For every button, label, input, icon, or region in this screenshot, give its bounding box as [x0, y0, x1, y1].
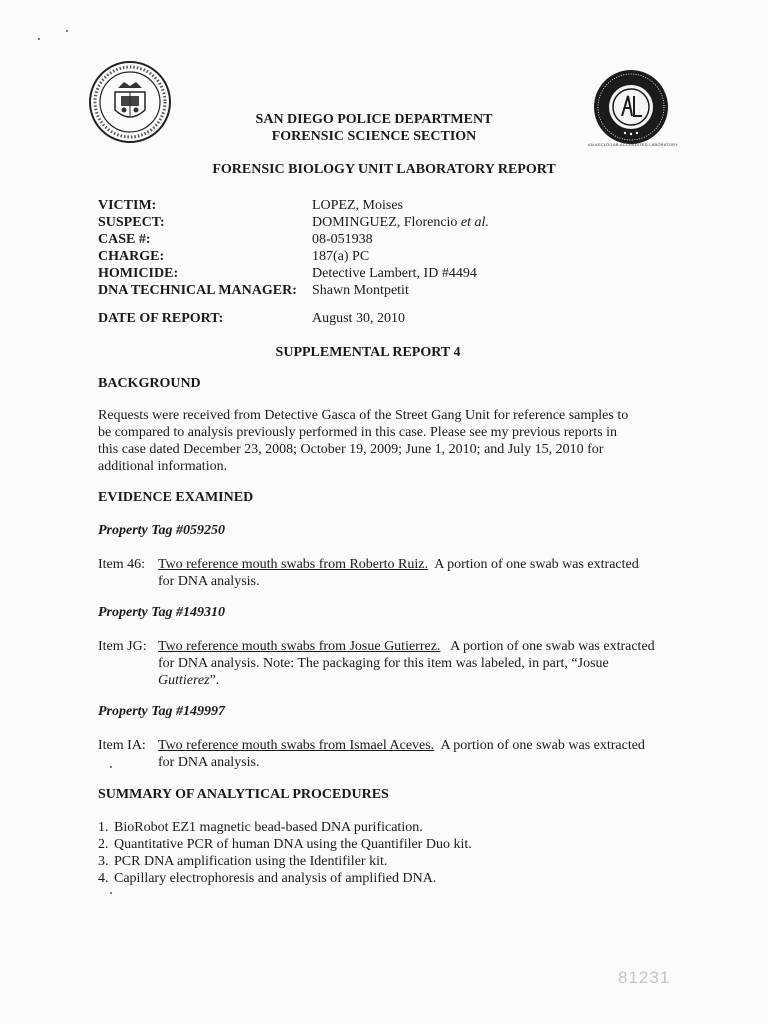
scan-speck — [110, 892, 112, 894]
evidence-heading: EVIDENCE EXAMINED — [98, 490, 254, 505]
background-text: Requests were received from Detective Gasca of the Street Gang Unit for reference samples to be compared to analysis previously performed in this case. Please see my previous reports in this case dated December 23, 2008; October 19, 2009; June 1, 2010; and July 15, 2010 for additional information. — [98, 408, 629, 474]
field-value: 187(a) PC — [312, 249, 370, 264]
item-label: Item 46: — [98, 557, 146, 572]
department-title: SAN DIEGO POLICE DEPARTMENT — [255, 112, 493, 127]
property-tag: Property Tag #059250 — [98, 523, 226, 538]
date-value: August 30, 2010 — [312, 311, 405, 326]
section-title: FORENSIC SCIENCE SECTION — [271, 129, 477, 144]
procedure-step: 3. PCR DNA amplification using the Identifiler kit. — [98, 854, 388, 869]
date-label: DATE OF REPORT: — [98, 311, 224, 326]
property-tag: Property Tag #149310 — [98, 605, 226, 620]
item-label: Item IA: — [98, 738, 146, 753]
item-description: Two reference mouth swabs from Ismael Aceves. A portion of one swab was extracted for DNA analysis. — [158, 738, 645, 770]
field-label: CASE #: — [98, 232, 151, 247]
field-label: CHARGE: — [98, 249, 165, 264]
scan-speck — [38, 38, 40, 40]
evidence-item — [98, 737, 658, 771]
background-heading: BACKGROUND — [98, 376, 201, 391]
item-label: Item JG: — [98, 639, 147, 654]
accreditation-caption: AN ASCLD/LAB ACCREDITED LABORATORY — [587, 142, 679, 147]
field-value: 08-051938 — [312, 232, 373, 247]
field-value: Detective Lambert, ID #4494 — [312, 266, 477, 281]
field-row-victim — [98, 197, 489, 214]
procedure-step: 4. Capillary electrophoresis and analysis of amplified DNA. — [98, 871, 437, 886]
evidence-item — [98, 638, 658, 689]
procedure-step: 1. BioRobot EZ1 magnetic bead-based DNA purification. — [98, 820, 423, 835]
field-row-suspect — [98, 214, 489, 231]
supplemental-title: SUPPLEMENTAL REPORT 4 — [275, 345, 461, 360]
property-tag: Property Tag #149997 — [98, 704, 226, 719]
date-of-report — [98, 311, 405, 327]
field-row-homicide — [98, 265, 489, 282]
field-label: SUSPECT: — [98, 215, 165, 230]
field-value: LOPEZ, Moises — [312, 198, 403, 213]
report-title: FORENSIC BIOLOGY UNIT LABORATORY REPORT — [212, 162, 556, 177]
item-description: Two reference mouth swabs from Roberto Ruiz. A portion of one swab was extracted for DNA analysis. — [158, 557, 639, 589]
page-stamp: 81231 — [618, 968, 671, 987]
summary-heading: SUMMARY OF ANALYTICAL PROCEDURES — [98, 787, 389, 802]
field-label: HOMICIDE: — [98, 266, 179, 281]
field-value: Shawn Montpetit — [312, 283, 409, 298]
case-fields — [98, 197, 489, 299]
procedure-list — [98, 819, 472, 887]
field-value: DOMINGUEZ, Florencio et al. — [312, 215, 489, 230]
field-label: DNA TECHNICAL MANAGER: — [98, 283, 297, 298]
field-row-case — [98, 231, 489, 248]
procedure-step: 2. Quantitative PCR of human DNA using the Quantifiler Duo kit. — [98, 837, 472, 852]
field-row-charge — [98, 248, 489, 265]
item-description: Two reference mouth swabs from Josue Gutierrez. A portion of one swab was extracted for DNA analysis. Note: The packaging for this item was labeled, in part, “Josue Guttierez”. — [158, 639, 655, 688]
scan-speck — [66, 30, 68, 32]
scan-speck — [110, 766, 112, 768]
field-label: VICTIM: — [98, 198, 157, 213]
field-row-technical-manager — [98, 282, 489, 299]
evidence-item — [98, 556, 658, 590]
